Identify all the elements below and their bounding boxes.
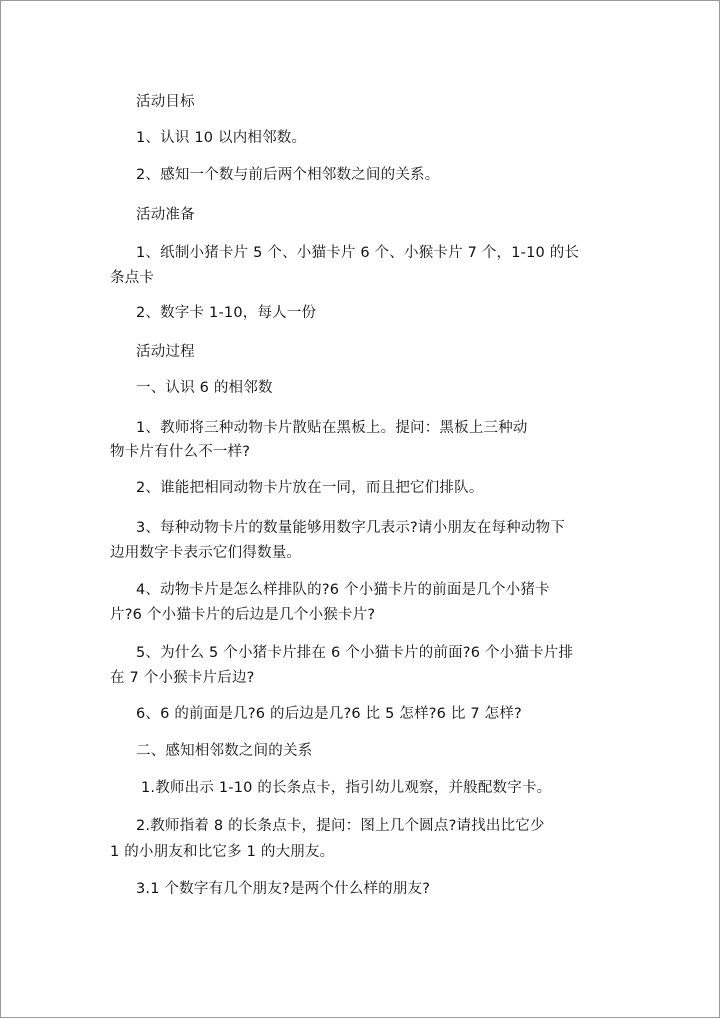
prep-item-2: 2、数字卡 1-10，每人一份	[136, 305, 317, 321]
step-2: 2、谁能把相同动物卡片放在一同，而且把它们排队。	[136, 480, 484, 496]
goal-item-2: 2、感知一个数与前后两个相邻数之间的关系。	[136, 167, 440, 183]
part-two-step-1: 1.教师出示 1-10 的长条点卡，指引幼儿观察，并般配数字卡。	[141, 780, 552, 796]
part-two-step-3: 3.1 个数字有几个朋友?是两个什么样的朋友?	[136, 881, 431, 897]
heading-activity-goals: 活动目标	[136, 94, 195, 110]
section-two-heading: 二、感知相邻数之间的关系	[136, 743, 313, 759]
step-5-line-2: 在 7 个小猴卡片后边?	[110, 670, 255, 686]
prep-item-1-line-1: 1、纸制小猪卡片 5 个、小猫卡片 6 个、小猴卡片 7 个，1-10 的长	[136, 245, 580, 261]
part-two-step-2-line-2: 1 的小朋友和比它多 1 的大朋友。	[110, 844, 335, 860]
goal-item-1: 1、认识 10 以内相邻数。	[136, 130, 307, 146]
heading-activity-process: 活动过程	[136, 344, 195, 360]
heading-activity-preparation: 活动准备	[136, 207, 195, 223]
prep-item-1-line-2: 条点卡	[110, 270, 155, 286]
step-1-line-2: 物卡片有什么不一样?	[110, 444, 251, 460]
step-3-line-2: 边用数字卡表示它们得数量。	[110, 545, 302, 561]
section-one-heading: 一、认识 6 的相邻数	[136, 380, 273, 396]
step-5-line-1: 5、为什么 5 个小猪卡片排在 6 个小猫卡片的前面?6 个小猫卡片排	[136, 645, 574, 661]
step-6: 6、6 的前面是几?6 的后边是几?6 比 5 怎样?6 比 7 怎样?	[136, 706, 522, 722]
part-two-step-2-line-1: 2.教师指着 8 的长条点卡，提问：图上几个圆点?请找出比它少	[136, 818, 545, 834]
step-4-line-2: 片?6 个小猫卡片的后边是几个小猴卡片?	[110, 607, 376, 623]
step-1-line-1: 1、教师将三种动物卡片散贴在黑板上。提问：黑板上三种动	[136, 420, 528, 436]
step-3-line-1: 3、每种动物卡片的数量能够用数字几表示?请小朋友在每种动物下	[136, 520, 565, 536]
step-4-line-1: 4、动物卡片是怎么样排队的?6 个小猫卡片的前面是几个小猪卡	[136, 582, 550, 598]
